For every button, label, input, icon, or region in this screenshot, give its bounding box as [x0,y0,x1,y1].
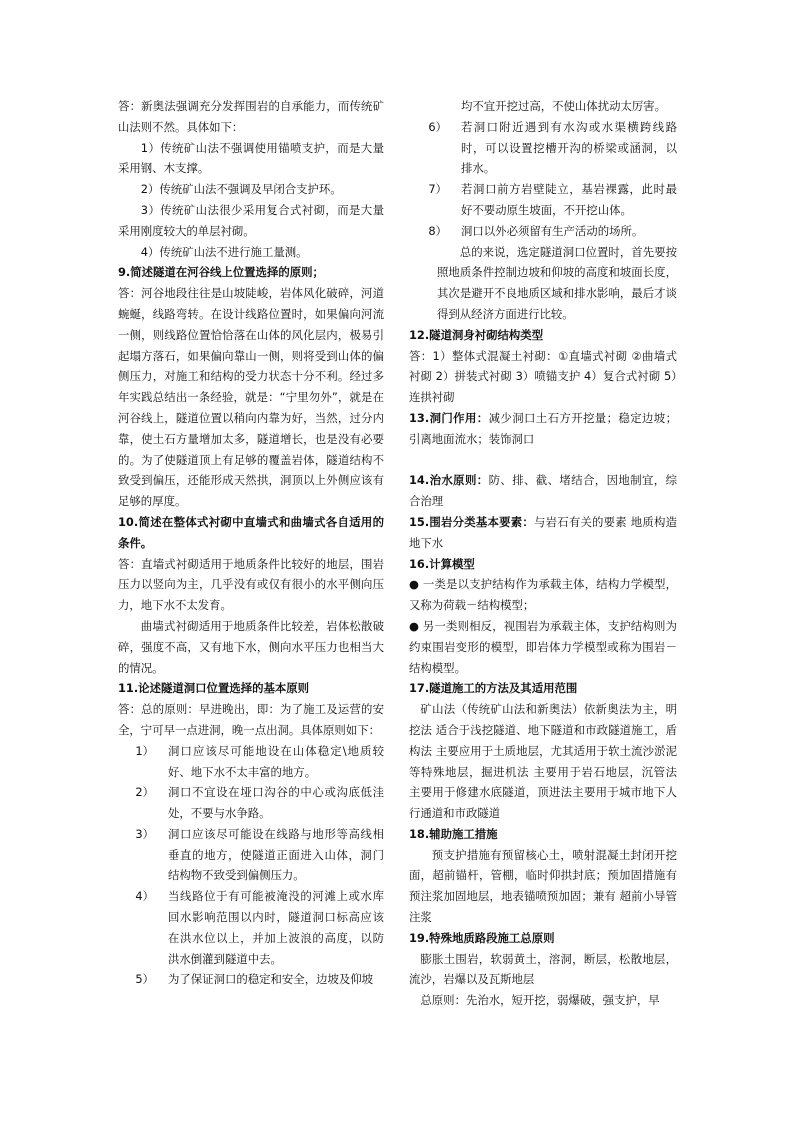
q15-text: 与岩石有关的要素 地质构造 地下水 [409,514,677,550]
q14-label: 14.治水原则： [409,473,489,488]
q11-answer: 答：总的原则：早进晚出，即：为了施工及运营的安全，宁可早一点进洞，晚一点出洞。具体原则如下： [118,702,384,737]
q19-text: 膨胀土围岩，软弱黄土，溶洞，断层，松散地层，流沙，岩爆以及瓦斯地层 [409,951,677,987]
spacer [409,450,677,471]
q18-text: 预支护措施有预留核心土，喷射混凝土封闭开挖面，超前锚杆，管棚，临时仰拱封底；预加固措施有预注浆加固地层，地表锚喷预加固；兼有 超前小导管注浆 [409,847,677,925]
q11-item-2 [118,782,384,824]
q19-title: 19.特殊地质路段施工总原则 [409,930,555,945]
q11-item-8 [409,221,677,242]
q9-title: 9.简述隧道在河谷线上位置选择的原则； [118,265,324,280]
item-number: 8） [428,223,447,238]
q11-item-7 [409,179,677,221]
item-number: 5） [135,972,154,987]
q16-model-2: ● 另一类则相反，视围岩为承载主体，支护结构则为约束围岩变形的模型，即岩体力学模型或称为围岩－结构模型。 [409,618,677,675]
item-number: 7） [428,182,447,197]
q11-title: 11.论述隧道洞口位置选择的基本原则 [118,681,310,696]
q14-text: 防、排、截、堵结合，因地制宜，综合治理 [409,473,677,509]
q10-answer-2: 曲墙式衬砌适用于地质条件比较差，岩体松散破碎，强度不高，又有地下水，侧向水平压力也相当大的情况。 [118,618,384,675]
item-number: 1） [135,743,154,758]
item-number: 6） [428,119,447,134]
summary: 总的来说，选定隧道洞口位置时，首先要按照地质条件控制边坡和仰坡的高度和坡面长度，其次是避开不良地质区域和排水影响，最后才谈得到从经济方面进行比较。 [437,244,677,321]
item-number: 3） [135,826,154,841]
item-number: 2） [135,785,154,800]
q11-item-6 [409,117,677,179]
q12-title: 12.隧道洞身衬砌结构类型 [409,327,544,342]
q10-title: 10.简述在整体式衬砌中直墙式和曲墙式各自适用的条件。 [118,514,384,550]
item-text: 洞口不宜设在垭口沟谷的中心或沟底低洼处，不要与水争路。 [168,785,384,821]
q16-title: 16.计算模型 [409,556,475,571]
diff-4: 4）传统矿山法不进行施工量测。 [140,244,308,259]
diff-3: 3）传统矿山法很少采用复合式衬砌，而是大量采用刚度较大的单层衬砌。 [118,202,384,238]
left-column [118,96,384,990]
item-text: 若洞口前方岩壁陡立，基岩裸露，此时最好不要动原生坡面，不开挖山体。 [461,182,677,217]
item-text: 洞口应该尽可能设在线路与地形等高线相垂直的地方，使隧道正面进入山体，洞门结构物不致受到偏侧压力。 [168,826,384,883]
answer-intro: 答：新奥法强调充分发挥围岩的自承能力，而传统矿山法则不然。具体如下： [118,99,384,134]
q19-principle: 总原则：先治水，短开挖，弱爆破，强支护，早 [420,993,660,1008]
q15 [409,512,677,554]
q15-label: 15.围岩分类基本要素： [409,514,534,529]
q11-item-4 [118,886,384,969]
q11-item-1 [118,741,384,783]
q18-title: 18.辅助施工措施 [409,826,498,841]
item-text: 洞口以外必须留有生产活动的场所。 [461,223,644,238]
diff-2: 2）传统矿山法不强调及早闭合支护环。 [140,182,342,197]
item-5-continued: 均不宜开挖过高，不使山体扰动太厉害。 [461,99,667,113]
item-text: 为了保证洞口的稳定和安全，边坡及仰坡 [168,972,374,987]
item-text: 当线路位于有可能被淹没的河滩上或水库回水影响范围以内时，隧道洞口标高应该在洪水位以上，并加上波浪的高度，以防洪水倒灌到隧道中去。 [168,889,384,966]
q11-item-5 [118,969,384,990]
q17-text: 矿山法（传统矿山法和新奥法）依新奥法为主，明挖法 适合于浅挖隧道、地下隧道和市政隧道施工，盾构法 主要应用于土质地层，尤其适用于软土流沙淤泥等特殊地层，掘进机法 主要用于岩石地层，沉管法 主要用于修建水底隧道，顶进法主要用于城市地下人行通道和市政隧道 [409,702,677,821]
q16-model-1: ● 一类是以支护结构作为承载主体，结构力学模型，又称为荷载－结构模型； [409,577,677,613]
item-text: 若洞口附近遇到有水沟或水渠横跨线路时，可以设置挖槽开沟的桥梁或涵洞，以排水。 [461,119,677,176]
item-number: 4） [135,889,154,904]
q10-answer-1: 答：直墙式衬砌适用于地质条件比较好的地层，围岩压力以竖向为主，几乎没有或仅有很小的水平侧向压力，地下水不太发育。 [118,556,384,613]
q14 [409,470,677,512]
item-text: 洞口应该尽可能地设在山体稳定\地质较好、地下水不太丰富的地方。 [168,743,384,779]
right-column [409,96,677,1011]
diff-1: 1）传统矿山法不强调使用锚喷支护，而是大量采用钢、木支撑。 [118,140,384,176]
q13 [409,408,677,450]
q17-title: 17.隧道施工的方法及其适用范围 [409,681,578,696]
q13-text: 减少洞口土石方开挖量；稳定边坡；引离地面流水；装饰洞口 [409,410,677,446]
q9-answer: 答：河谷地段往往是山坡陡峻，岩体风化破碎，河道蜿蜒，线路弯转。在设计线路位置时，如果偏向河流一侧，则线路位置恰恰落在山体的风化层内，极易引起塌方落石，如果偏向靠山一侧，则将受到山体的偏侧压力，对施工和结构的受力状态十分不利。经过多年实践总结出一条经验，就是：“宁里勿外”，就是在河谷线上，隧道位置以稍向内靠为好，当然，过分内靠，使土石方量增加太多，隧道增长，也是没有必要的。为了使隧道顶上有足够的覆盖岩体，隧道结构不致受到偏压，还能形成天然拱，洞顶以上外侧应该有足够的厚度。 [118,286,384,509]
q11-item-3 [118,824,384,886]
q12-answer: 答：1）整体式混凝土衬砌：①直墙式衬砌 ②曲墙式衬砌 2）拼装式衬砌 3）喷锚支护 4）复合式衬砌 5）连拱衬砌 [409,348,677,405]
q13-label: 13.洞门作用： [409,410,489,425]
